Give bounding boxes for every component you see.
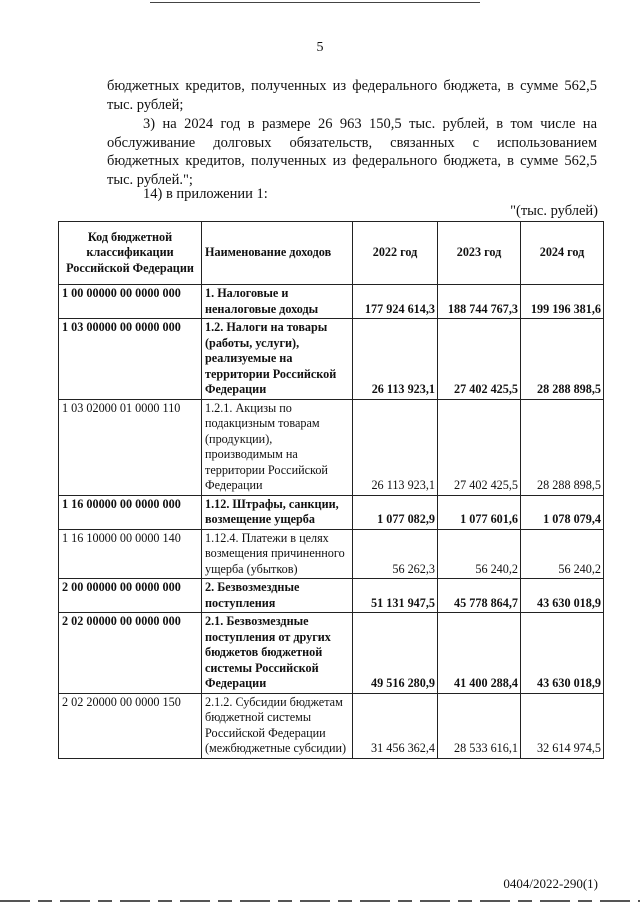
table-row (59, 399, 604, 495)
row-value-2024: 32 614 974,5 (521, 693, 604, 758)
row-name: 1.2.1. Акцизы по подакцизным товарам (продукции), производимым на территории Российской Федерации (202, 399, 353, 495)
page-number: 5 (316, 40, 324, 55)
row-value-2023: 56 240,2 (438, 529, 521, 579)
table-row (59, 693, 604, 758)
row-value-2024: 43 630 018,9 (521, 613, 604, 694)
row-code: 1 16 10000 00 0000 140 (59, 529, 202, 579)
table-header-row (59, 222, 604, 285)
table-row (59, 579, 604, 613)
row-value-2024: 199 196 381,6 (521, 285, 604, 319)
scan-edge (0, 900, 640, 902)
row-value-2022: 1 077 082,9 (353, 495, 438, 529)
row-value-2022: 56 262,3 (353, 529, 438, 579)
row-value-2023: 45 778 864,7 (438, 579, 521, 613)
row-name: 1.2. Налоги на товары (работы, услуги), реализуемые на территории Российской Федерации (202, 319, 353, 400)
row-value-2022: 26 113 923,1 (353, 399, 438, 495)
table-row (59, 285, 604, 319)
header-2022: 2022 год (353, 222, 438, 285)
row-value-2022: 31 456 362,4 (353, 693, 438, 758)
row-name: 1.12.4. Платежи в целях возмещения причиненного ущерба (убытков) (202, 529, 353, 579)
table-row (59, 529, 604, 579)
row-value-2024: 1 078 079,4 (521, 495, 604, 529)
table-row (59, 495, 604, 529)
row-value-2023: 188 744 767,3 (438, 285, 521, 319)
row-value-2023: 27 402 425,5 (438, 399, 521, 495)
row-name: 2.1.2. Субсидии бюджетам бюджетной системы Российской Федерации (межбюджетные субсидии) (202, 693, 353, 758)
paragraph-item-14: 14) в приложении 1: (143, 186, 268, 202)
row-code: 1 00 00000 00 0000 000 (59, 285, 202, 319)
row-value-2024: 56 240,2 (521, 529, 604, 579)
table-row (59, 613, 604, 694)
header-2023: 2023 год (438, 222, 521, 285)
row-name: 2.1. Безвозмездные поступления от других бюджетов бюджетной системы Российской Федерации (202, 613, 353, 694)
row-value-2023: 27 402 425,5 (438, 319, 521, 400)
row-value-2023: 1 077 601,6 (438, 495, 521, 529)
row-name: 2. Безвозмездные поступления (202, 579, 353, 613)
row-code: 1 03 02000 01 0000 110 (59, 399, 202, 495)
row-name: 1. Налоговые и неналоговые доходы (202, 285, 353, 319)
row-value-2022: 51 131 947,5 (353, 579, 438, 613)
paragraph-item-3: 3) на 2024 год в размере 26 963 150,5 тыс. рублей, в том числе на обслуживание долговых обязательств, связанных с использованием бюджетных кредитов, полученных из федерального бюджета, в сумме 562,5 тыс. рублей."; (107, 116, 597, 188)
row-value-2023: 28 533 616,1 (438, 693, 521, 758)
row-code: 2 00 00000 00 0000 000 (59, 579, 202, 613)
header-2024: 2024 год (521, 222, 604, 285)
row-value-2024: 28 288 898,5 (521, 319, 604, 400)
row-value-2022: 26 113 923,1 (353, 319, 438, 400)
top-rule (150, 2, 480, 3)
row-code: 2 02 20000 00 0000 150 (59, 693, 202, 758)
header-name: Наименование доходов (202, 222, 353, 285)
row-value-2024: 28 288 898,5 (521, 399, 604, 495)
row-value-2023: 41 400 288,4 (438, 613, 521, 694)
paragraph-continuation: бюджетных кредитов, полученных из федерального бюджета, в сумме 562,5 тыс. рублей; (107, 78, 597, 113)
row-value-2022: 49 516 280,9 (353, 613, 438, 694)
row-code: 1 03 00000 00 0000 000 (59, 319, 202, 400)
units-label: "(тыс. рублей) (510, 203, 598, 219)
table-row (59, 319, 604, 400)
row-code: 1 16 00000 00 0000 000 (59, 495, 202, 529)
row-name: 1.12. Штрафы, санкции, возмещение ущерба (202, 495, 353, 529)
row-value-2024: 43 630 018,9 (521, 579, 604, 613)
revenue-table (58, 221, 604, 759)
row-code: 2 02 00000 00 0000 000 (59, 613, 202, 694)
document-id: 0404/2022-290(1) (503, 876, 598, 891)
header-code: Код бюджетной классификации Российской Федерации (59, 222, 202, 285)
row-value-2022: 177 924 614,3 (353, 285, 438, 319)
